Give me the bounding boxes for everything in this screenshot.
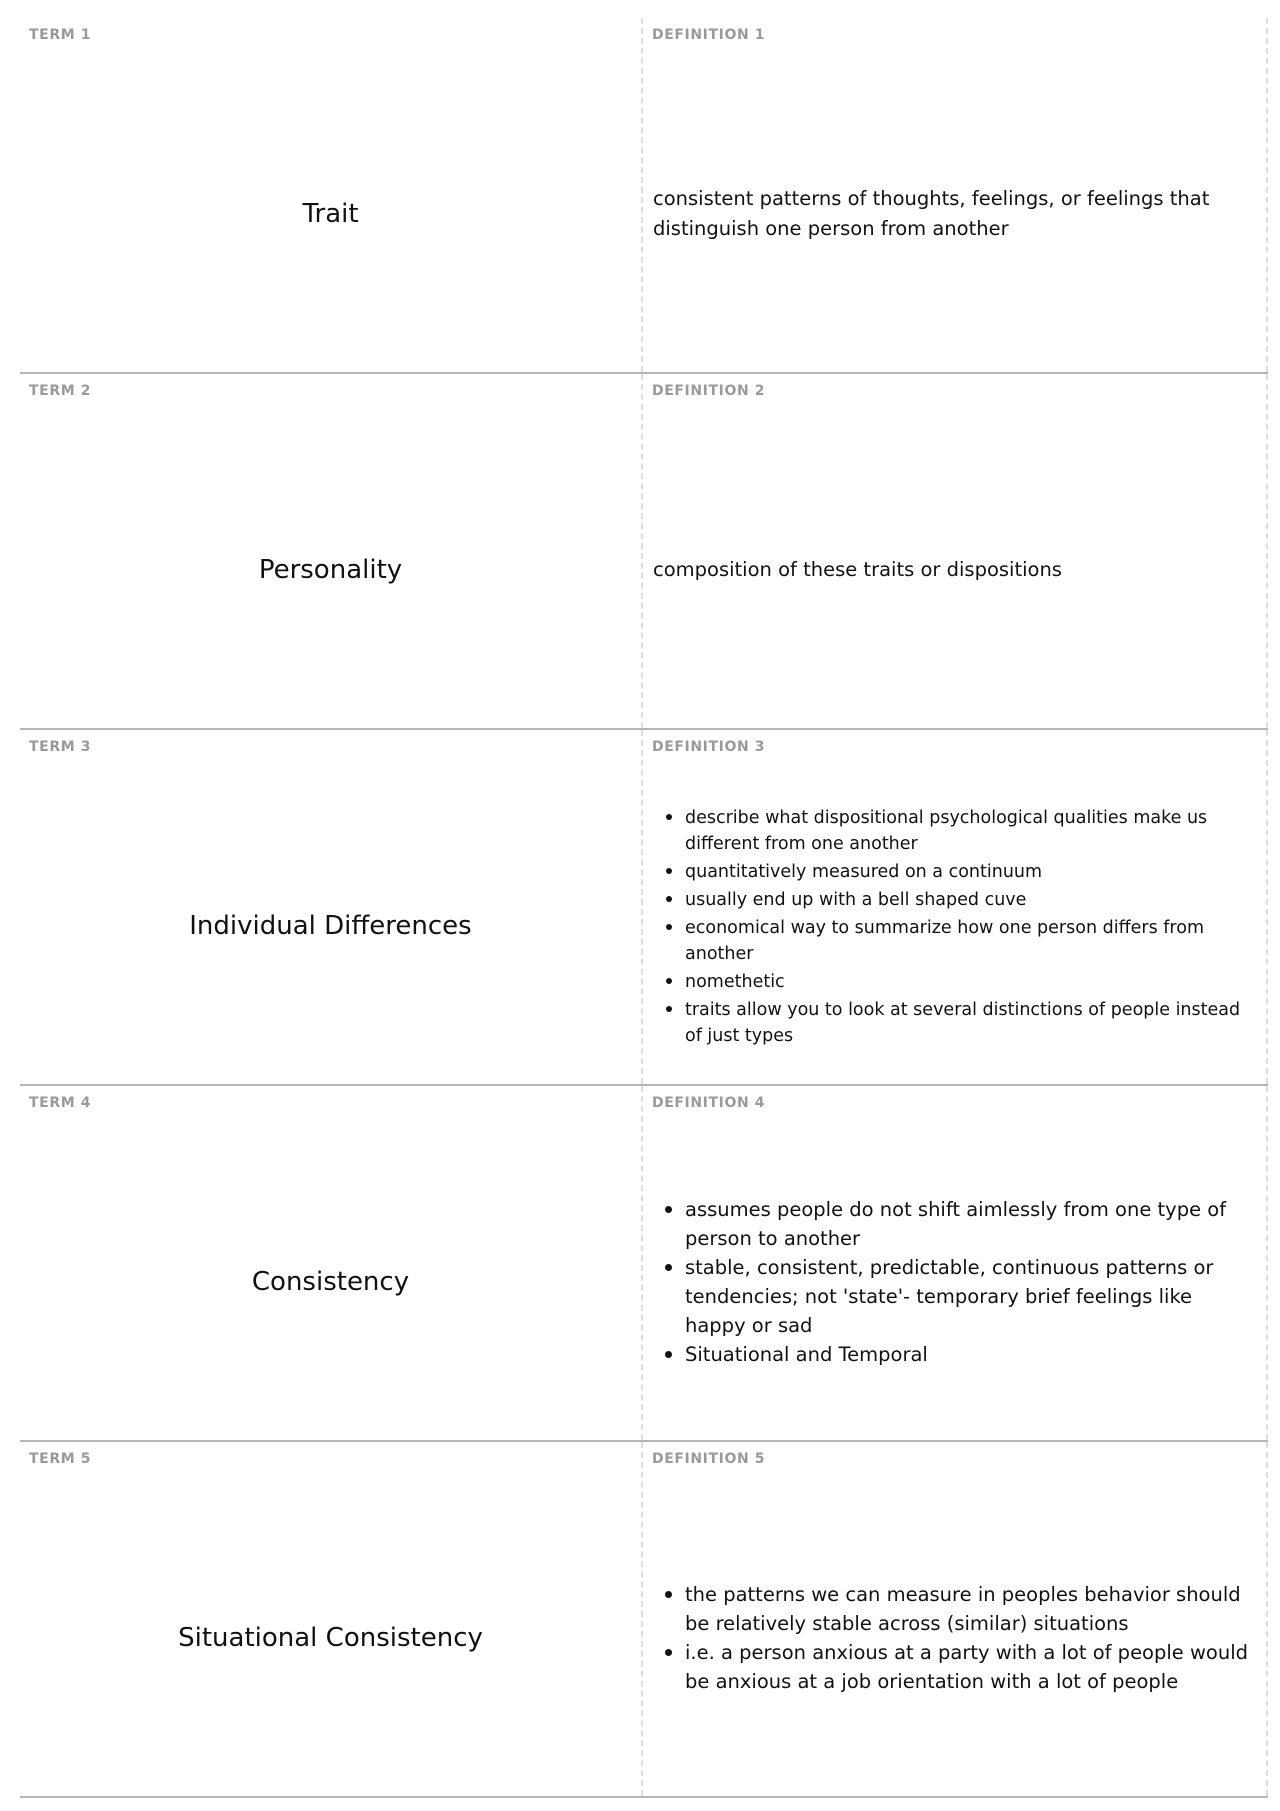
definition-label: DEFINITION 5 bbox=[652, 1451, 766, 1467]
term-text: Situational Consistency bbox=[178, 1623, 483, 1653]
definition-bullet: • assumes people do not shift aimlessly from one type of person to another bbox=[685, 1195, 1254, 1253]
definition-cell-5 bbox=[643, 1442, 1268, 1796]
term-text: Individual Differences bbox=[189, 911, 472, 941]
term-cell-1 bbox=[20, 18, 643, 372]
flashcard-3 bbox=[20, 730, 1268, 1086]
term-label: TERM 4 bbox=[29, 1095, 92, 1111]
definition-content bbox=[653, 1480, 1254, 1796]
flashcard-1 bbox=[20, 18, 1268, 374]
term-label: TERM 5 bbox=[29, 1451, 92, 1467]
term-text: Personality bbox=[258, 555, 403, 585]
definition-list bbox=[653, 803, 1254, 1049]
definition-list bbox=[653, 1195, 1254, 1369]
flashcard-4 bbox=[20, 1086, 1268, 1442]
definition-text: consistent patterns of thoughts, feelings, or feelings that distinguish one person from another bbox=[653, 187, 1210, 240]
definition-label: DEFINITION 3 bbox=[652, 739, 766, 755]
term-text: Trait bbox=[302, 199, 359, 229]
flashcard-5 bbox=[20, 1442, 1268, 1798]
definition-bullet: • the patterns we can measure in peoples behavior should be relatively stable across (similar) situations bbox=[685, 1580, 1254, 1638]
term-cell-2 bbox=[20, 374, 643, 728]
definition-bullet: • quantitatively measured on a continuum bbox=[685, 857, 1254, 885]
term-cell-4 bbox=[20, 1086, 643, 1440]
term-label: TERM 1 bbox=[29, 27, 92, 43]
definition-cell-4 bbox=[643, 1086, 1268, 1440]
definition-bullet: • usually end up with a bell shaped cuve bbox=[685, 885, 1254, 913]
term-label: TERM 2 bbox=[29, 383, 92, 399]
definition-bullet: • i.e. a person anxious at a party with a lot of people would be anxious at a job orientation with a lot of people bbox=[685, 1638, 1254, 1696]
definition-bullet: • stable, consistent, predictable, continuous patterns or tendencies; not 'state'- temporary brief feelings like happy or sad bbox=[685, 1253, 1254, 1340]
term-label: TERM 3 bbox=[29, 739, 92, 755]
definition-content bbox=[653, 1124, 1254, 1440]
definition-bullet: • economical way to summarize how one person differs from another bbox=[685, 913, 1254, 967]
definition-bullet: • Situational and Temporal bbox=[685, 1340, 1254, 1369]
term-text: Consistency bbox=[251, 1267, 410, 1297]
definition-label: DEFINITION 4 bbox=[652, 1095, 766, 1111]
term-cell-3 bbox=[20, 730, 643, 1084]
definition-cell-2 bbox=[643, 374, 1268, 728]
definition-cell-1 bbox=[643, 18, 1268, 372]
definition-content bbox=[653, 412, 1254, 728]
definition-bullet: • describe what dispositional psychological qualities make us different from one another bbox=[685, 803, 1254, 857]
definition-content bbox=[653, 768, 1254, 1084]
definition-cell-3 bbox=[643, 730, 1268, 1084]
definition-bullet: • nomethetic bbox=[685, 967, 1254, 995]
definition-content bbox=[653, 56, 1254, 372]
flashcard-sheet bbox=[20, 18, 1268, 1798]
definition-label: DEFINITION 2 bbox=[652, 383, 766, 399]
flashcard-2 bbox=[20, 374, 1268, 730]
definition-bullet: • traits allow you to look at several distinctions of people instead of just types bbox=[685, 995, 1254, 1049]
definition-label: DEFINITION 1 bbox=[652, 27, 766, 43]
definition-text: composition of these traits or dispositions bbox=[653, 558, 1062, 581]
term-cell-5 bbox=[20, 1442, 643, 1796]
definition-list bbox=[653, 1580, 1254, 1696]
